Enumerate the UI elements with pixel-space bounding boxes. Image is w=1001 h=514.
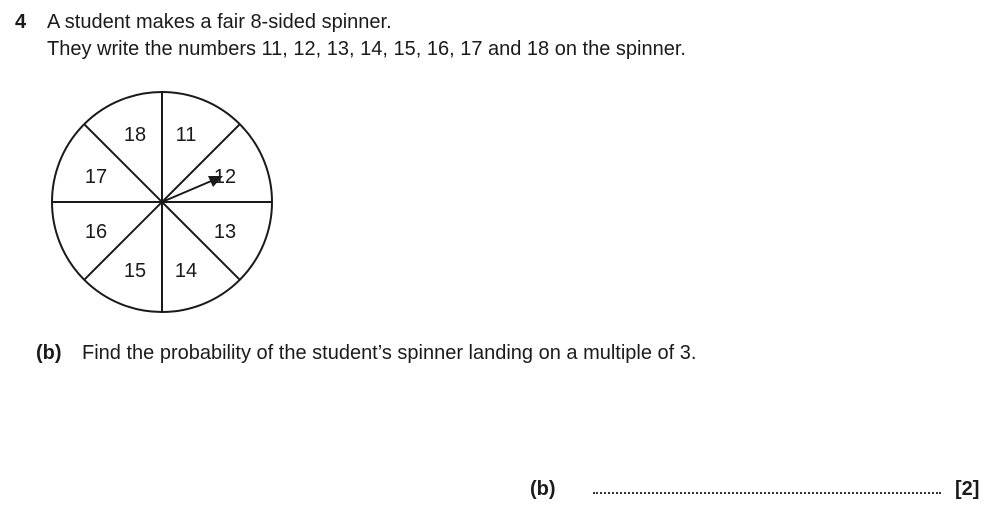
marks-badge: [2] — [955, 478, 980, 500]
part-b-question: Find the probability of the student’s spinner landing on a multiple of 3. — [82, 342, 697, 364]
sector-label-17: 17 — [84, 166, 108, 188]
part-b-label: (b) — [36, 342, 62, 364]
sector-label-14: 14 — [174, 260, 198, 282]
sector-label-11: 11 — [175, 124, 197, 146]
answer-line[interactable] — [593, 492, 941, 494]
question-detail-line: They write the numbers 11, 12, 13, 14, 15, 16, 17 and 18 on the spinner. — [47, 38, 686, 60]
question-intro-line: A student makes a fair 8-sided spinner. — [47, 11, 392, 33]
answer-label: (b) — [530, 478, 556, 500]
spinner-arrow-shaft — [162, 179, 216, 202]
sector-label-18: 18 — [123, 124, 147, 146]
sector-label-12: 12 — [213, 166, 237, 188]
sector-label-16: 16 — [84, 221, 108, 243]
question-number: 4 — [15, 11, 27, 33]
spinner-diagram — [48, 88, 278, 318]
sector-label-13: 13 — [213, 221, 237, 243]
sector-label-15: 15 — [123, 260, 147, 282]
